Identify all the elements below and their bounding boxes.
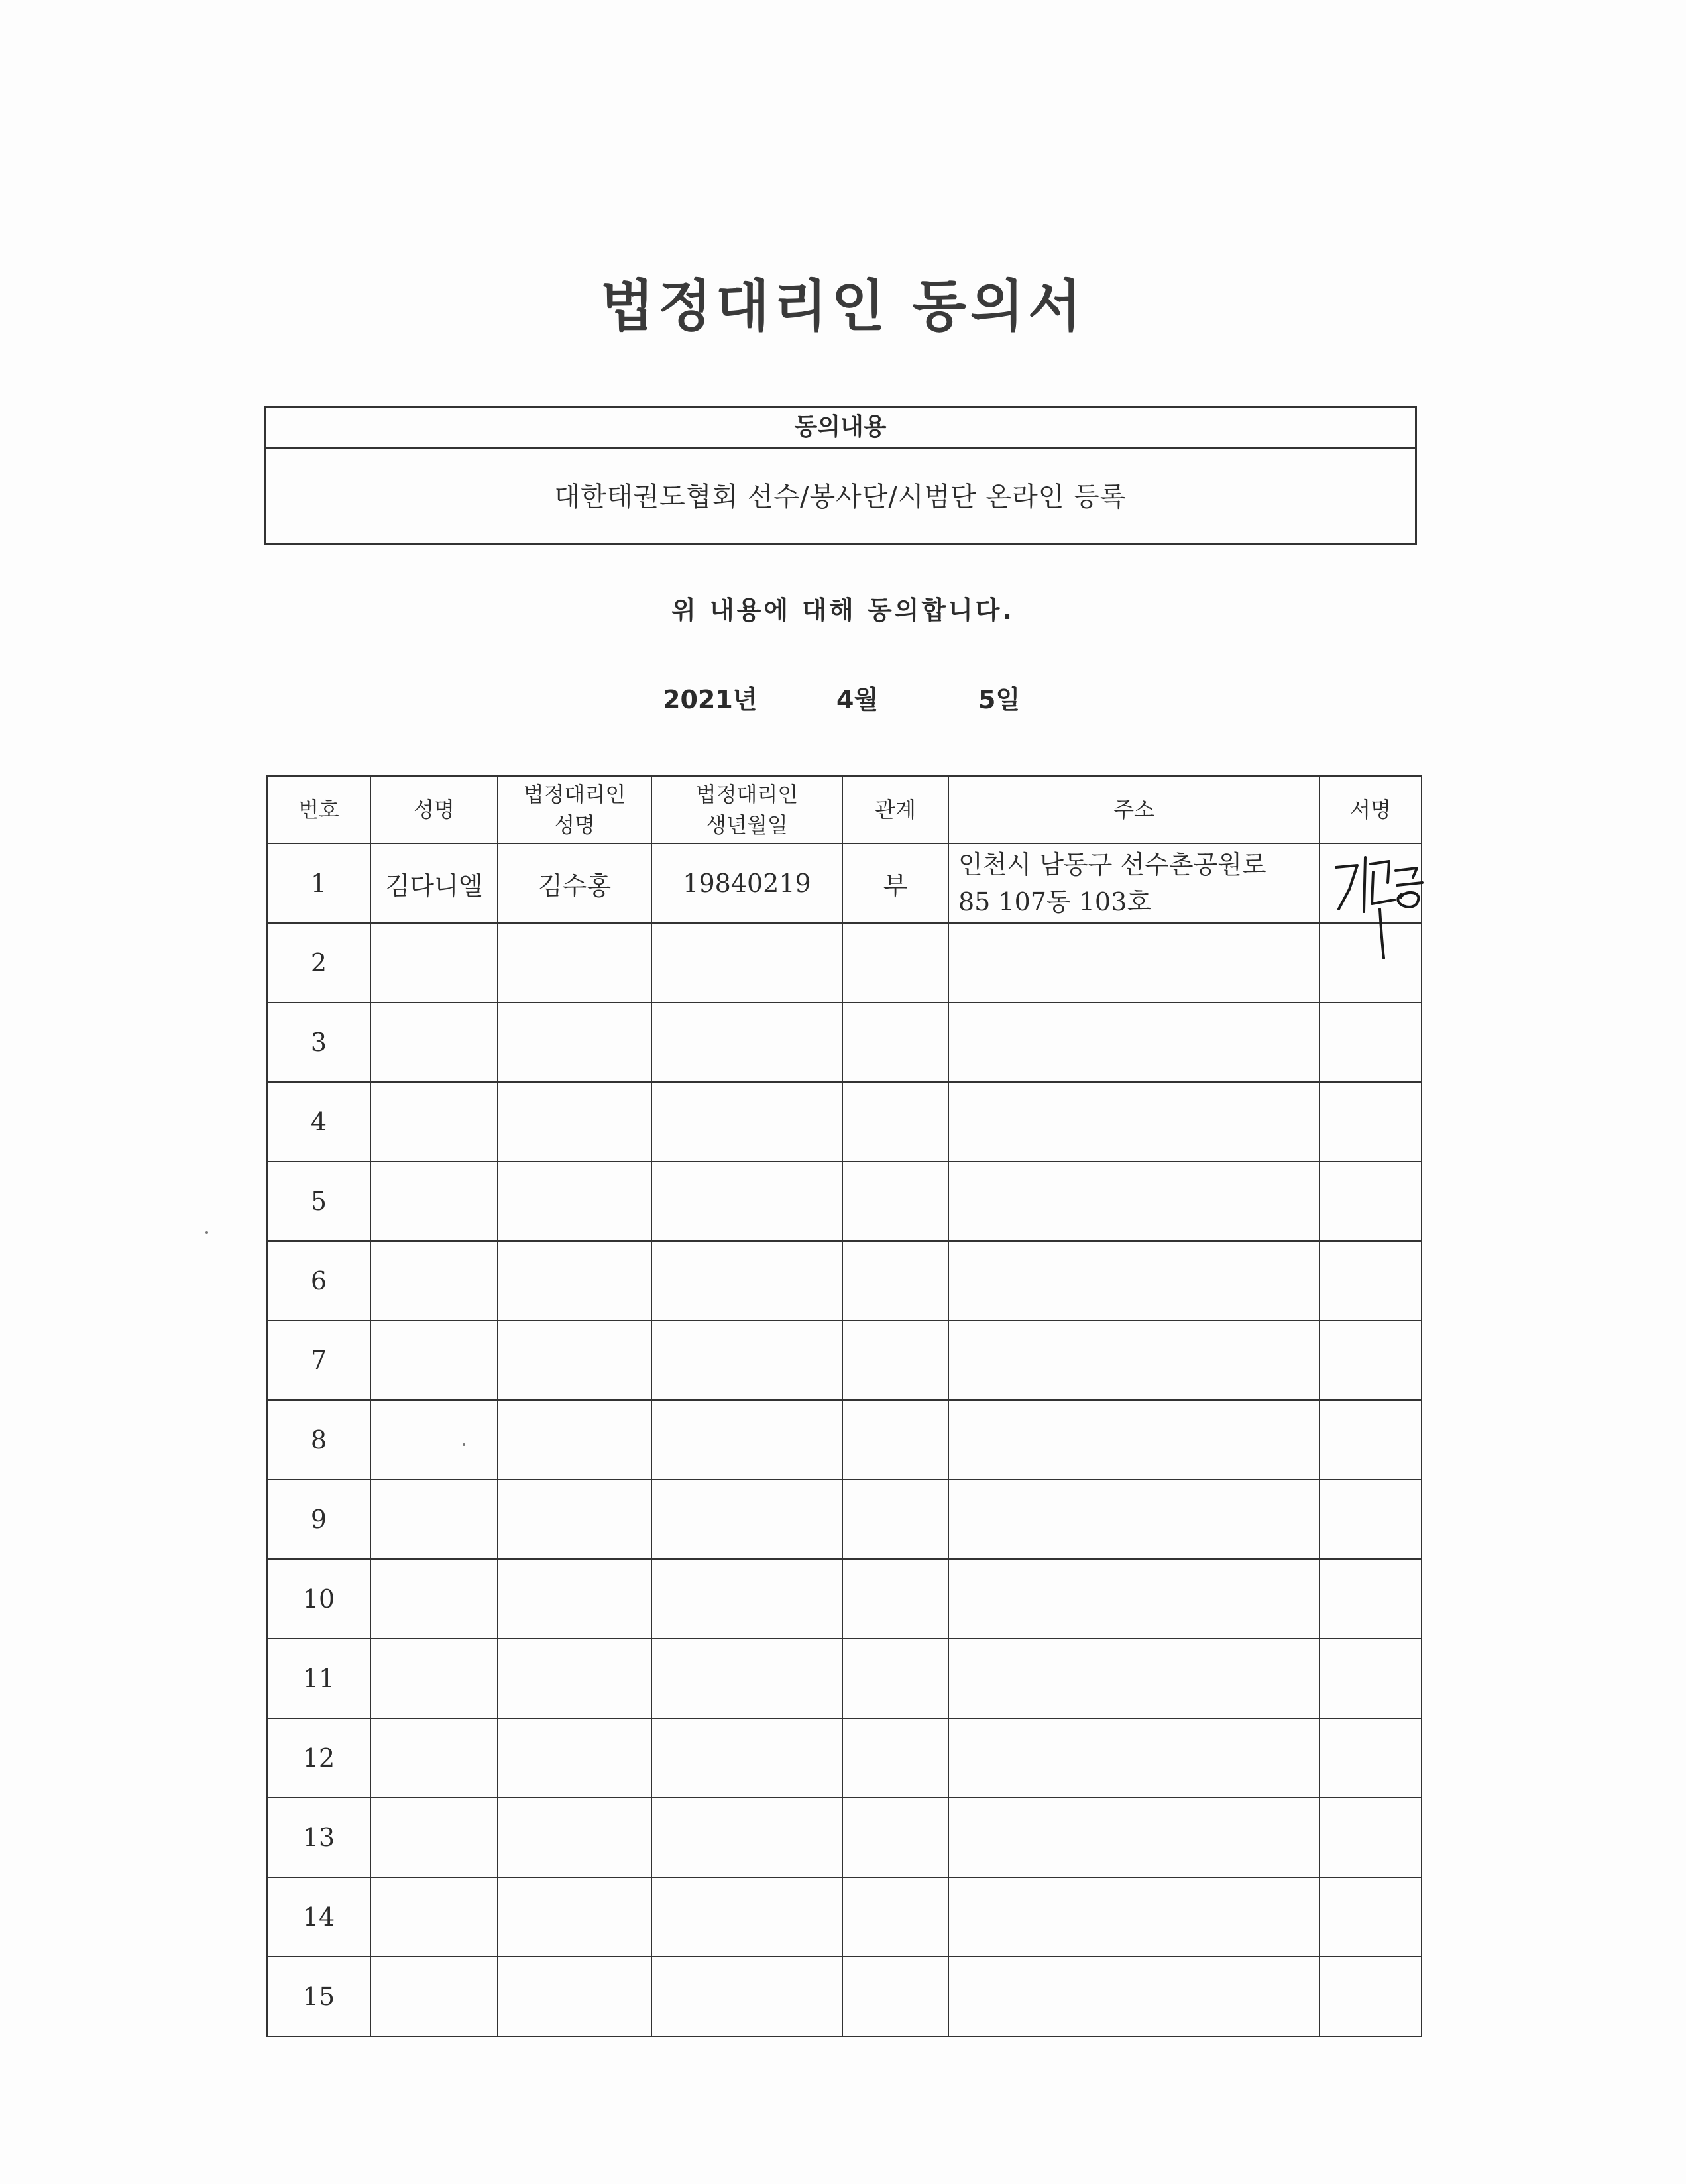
row-no: 1 — [267, 844, 370, 923]
row-signature — [1320, 1082, 1422, 1162]
row-guardian-birth — [651, 1082, 842, 1162]
row-address — [948, 1639, 1320, 1718]
row-name: 김다니엘 — [370, 844, 498, 923]
row-guardian-birth — [651, 1162, 842, 1241]
row-signature — [1320, 1559, 1422, 1639]
row-relation — [842, 1877, 948, 1957]
row-address — [948, 1400, 1320, 1480]
scan-speck — [463, 1443, 465, 1446]
header-name: 성명 — [370, 776, 498, 844]
row-signature — [1320, 1321, 1422, 1400]
row-address — [948, 1877, 1320, 1957]
header-guardian-birth-line1: 법정대리인 — [695, 782, 799, 807]
row-guardian-name — [498, 1877, 651, 1957]
row-signature — [1320, 1957, 1422, 2036]
row-address — [948, 1718, 1320, 1798]
row-name — [370, 1400, 498, 1480]
table-row — [267, 1957, 1422, 2036]
row-address — [948, 1321, 1320, 1400]
row-relation — [842, 1400, 948, 1480]
row-address — [948, 923, 1320, 1003]
row-signature — [1320, 1003, 1422, 1082]
table-row — [267, 1718, 1422, 1798]
row-no: 5 — [267, 1162, 370, 1241]
row-relation — [842, 1321, 948, 1400]
row-relation — [842, 1957, 948, 2036]
row-signature — [1320, 1400, 1422, 1480]
row-relation — [842, 1559, 948, 1639]
row-guardian-birth — [651, 1400, 842, 1480]
row-guardian-birth — [651, 1639, 842, 1718]
row-name — [370, 1480, 498, 1559]
row-signature — [1320, 1639, 1422, 1718]
date-day: 5일 — [978, 685, 1021, 714]
scan-speck — [205, 1231, 208, 1234]
header-guardian-name — [498, 776, 651, 844]
row-guardian-birth — [651, 1877, 842, 1957]
row-guardian-name — [498, 1480, 651, 1559]
row-name — [370, 923, 498, 1003]
header-address: 주소 — [948, 776, 1320, 844]
date-year: 2021년 — [663, 685, 758, 714]
header-no: 번호 — [267, 776, 370, 844]
row-no: 7 — [267, 1321, 370, 1400]
row-relation — [842, 1480, 948, 1559]
consent-header: 동의내용 — [266, 408, 1415, 449]
row-name — [370, 1957, 498, 2036]
table-row — [267, 1798, 1422, 1877]
row-no: 4 — [267, 1082, 370, 1162]
row-guardian-name — [498, 1321, 651, 1400]
table-row — [267, 1559, 1422, 1639]
row-no: 12 — [267, 1718, 370, 1798]
row-signature — [1320, 844, 1422, 923]
header-signature: 서명 — [1320, 776, 1422, 844]
row-address-line2: 85 107동 103호 — [958, 887, 1151, 916]
row-name — [370, 1241, 498, 1321]
row-no: 3 — [267, 1003, 370, 1082]
row-address-line1: 인천시 남동구 선수촌공원로 — [958, 850, 1266, 879]
row-no: 14 — [267, 1877, 370, 1957]
header-guardian-birth — [651, 776, 842, 844]
row-no: 2 — [267, 923, 370, 1003]
row-no: 6 — [267, 1241, 370, 1321]
row-relation — [842, 1003, 948, 1082]
table-row — [267, 1877, 1422, 1957]
row-no: 10 — [267, 1559, 370, 1639]
row-guardian-name — [498, 1003, 651, 1082]
row-address — [948, 1559, 1320, 1639]
row-name — [370, 1082, 498, 1162]
row-signature — [1320, 1798, 1422, 1877]
row-name — [370, 1877, 498, 1957]
header-relation: 관계 — [842, 776, 948, 844]
row-guardian-name — [498, 1718, 651, 1798]
consent-box — [264, 406, 1417, 545]
table-row — [267, 1400, 1422, 1480]
row-no: 13 — [267, 1798, 370, 1877]
row-signature — [1320, 1877, 1422, 1957]
row-name — [370, 1162, 498, 1241]
row-name — [370, 1639, 498, 1718]
table-header-row — [267, 776, 1422, 844]
row-relation — [842, 1718, 948, 1798]
row-no: 8 — [267, 1400, 370, 1480]
table-row — [267, 844, 1422, 923]
row-address — [948, 1957, 1320, 2036]
row-guardian-birth — [651, 1798, 842, 1877]
row-no: 9 — [267, 1480, 370, 1559]
row-guardian-name — [498, 1798, 651, 1877]
row-signature — [1320, 1241, 1422, 1321]
row-guardian-birth — [651, 1718, 842, 1798]
row-name — [370, 1798, 498, 1877]
row-name — [370, 1321, 498, 1400]
row-guardian-birth — [651, 1241, 842, 1321]
row-guardian-name — [498, 1559, 651, 1639]
row-relation — [842, 1798, 948, 1877]
guardian-table — [266, 775, 1422, 2037]
row-signature — [1320, 1718, 1422, 1798]
row-no: 11 — [267, 1639, 370, 1718]
row-guardian-name — [498, 1082, 651, 1162]
table-row — [267, 1003, 1422, 1082]
table-row — [267, 1321, 1422, 1400]
table-row — [267, 1241, 1422, 1321]
row-signature — [1320, 1480, 1422, 1559]
row-guardian-birth — [651, 1003, 842, 1082]
row-guardian-birth — [651, 1559, 842, 1639]
row-address — [948, 1162, 1320, 1241]
date-month: 4월 — [836, 685, 879, 714]
row-address — [948, 1003, 1320, 1082]
document-title: 법정대리인 동의서 — [600, 274, 1086, 339]
row-name — [370, 1718, 498, 1798]
table-row — [267, 1082, 1422, 1162]
row-address — [948, 844, 1320, 923]
table-row — [267, 1480, 1422, 1559]
agree-statement: 위 내용에 대해 동의합니다. — [671, 596, 1015, 625]
row-guardian-name — [498, 1162, 651, 1241]
row-relation: 부 — [842, 844, 948, 923]
signature-icon — [1316, 831, 1435, 963]
row-relation — [842, 1082, 948, 1162]
table-row — [267, 923, 1422, 1003]
row-address — [948, 1082, 1320, 1162]
row-name — [370, 1003, 498, 1082]
row-guardian-birth — [651, 1321, 842, 1400]
row-address — [948, 1798, 1320, 1877]
header-guardian-name-line1: 법정대리인 — [523, 782, 626, 807]
header-guardian-name-line2: 성명 — [554, 812, 595, 838]
row-guardian-birth — [651, 1480, 842, 1559]
row-guardian-name — [498, 1400, 651, 1480]
row-relation — [842, 923, 948, 1003]
row-name — [370, 1559, 498, 1639]
row-guardian-birth — [651, 923, 842, 1003]
row-signature — [1320, 1162, 1422, 1241]
row-address — [948, 1241, 1320, 1321]
row-guardian-name — [498, 1957, 651, 2036]
consent-content: 대한태권도협회 선수/봉사단/시범단 온라인 등록 — [554, 482, 1127, 512]
table-row — [267, 1162, 1422, 1241]
row-guardian-birth: 19840219 — [651, 844, 842, 923]
row-no: 15 — [267, 1957, 370, 2036]
row-guardian-name — [498, 923, 651, 1003]
table-row — [267, 1639, 1422, 1718]
header-guardian-birth-line2: 생년월일 — [706, 812, 788, 838]
row-guardian-name — [498, 1241, 651, 1321]
row-relation — [842, 1639, 948, 1718]
row-guardian-birth — [651, 1957, 842, 2036]
row-guardian-name — [498, 1639, 651, 1718]
row-address — [948, 1480, 1320, 1559]
row-relation — [842, 1241, 948, 1321]
row-guardian-name: 김수홍 — [498, 844, 651, 923]
row-relation — [842, 1162, 948, 1241]
